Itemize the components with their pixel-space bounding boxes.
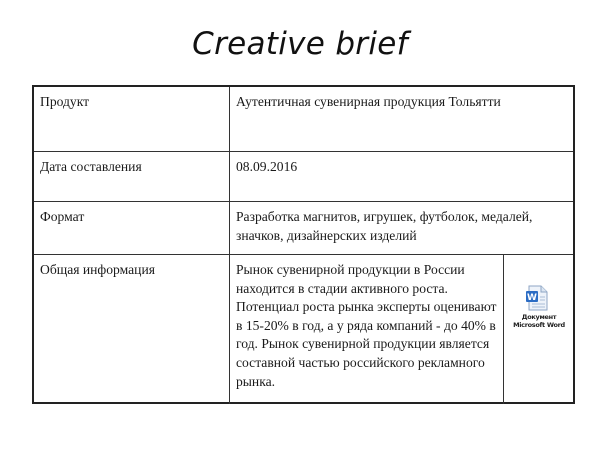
table-row-format	[34, 202, 573, 255]
table-row-date	[34, 152, 573, 202]
row-value: Разработка магнитов, игрушек, футболок, медалей, значков, дизайнерских изделий	[229, 202, 573, 254]
svg-text:W: W	[527, 293, 537, 303]
attachment-caption-line2: Microsoft Word	[513, 321, 565, 329]
row-label: Общая информация	[40, 262, 155, 277]
table-row-product	[34, 87, 573, 152]
row-value: Аутентичная сувенирная продукция Тольятти	[229, 87, 573, 151]
row-value: Рынок сувенирной продукции в России находится в стадии активного роста. Потенциал роста рынка эксперты оценивают в 15-20% в год, а у ряда компаний - до 40% в год. Рынок сувенирной продукции является составной частью российского рекламного рынка.	[229, 255, 503, 404]
table-row-general-info	[34, 255, 573, 404]
embedded-word-document[interactable]	[503, 255, 573, 404]
attachment-caption	[504, 313, 574, 329]
row-label: Дата составления	[40, 159, 142, 174]
row-label: Формат	[40, 209, 85, 224]
row-label: Продукт	[40, 94, 90, 109]
creative-brief-table	[32, 85, 575, 404]
slide-title: Creative brief	[192, 26, 408, 62]
attachment-caption-line1: Документ	[521, 313, 557, 321]
row-value: 08.09.2016	[229, 152, 573, 201]
word-document-icon	[525, 285, 549, 311]
